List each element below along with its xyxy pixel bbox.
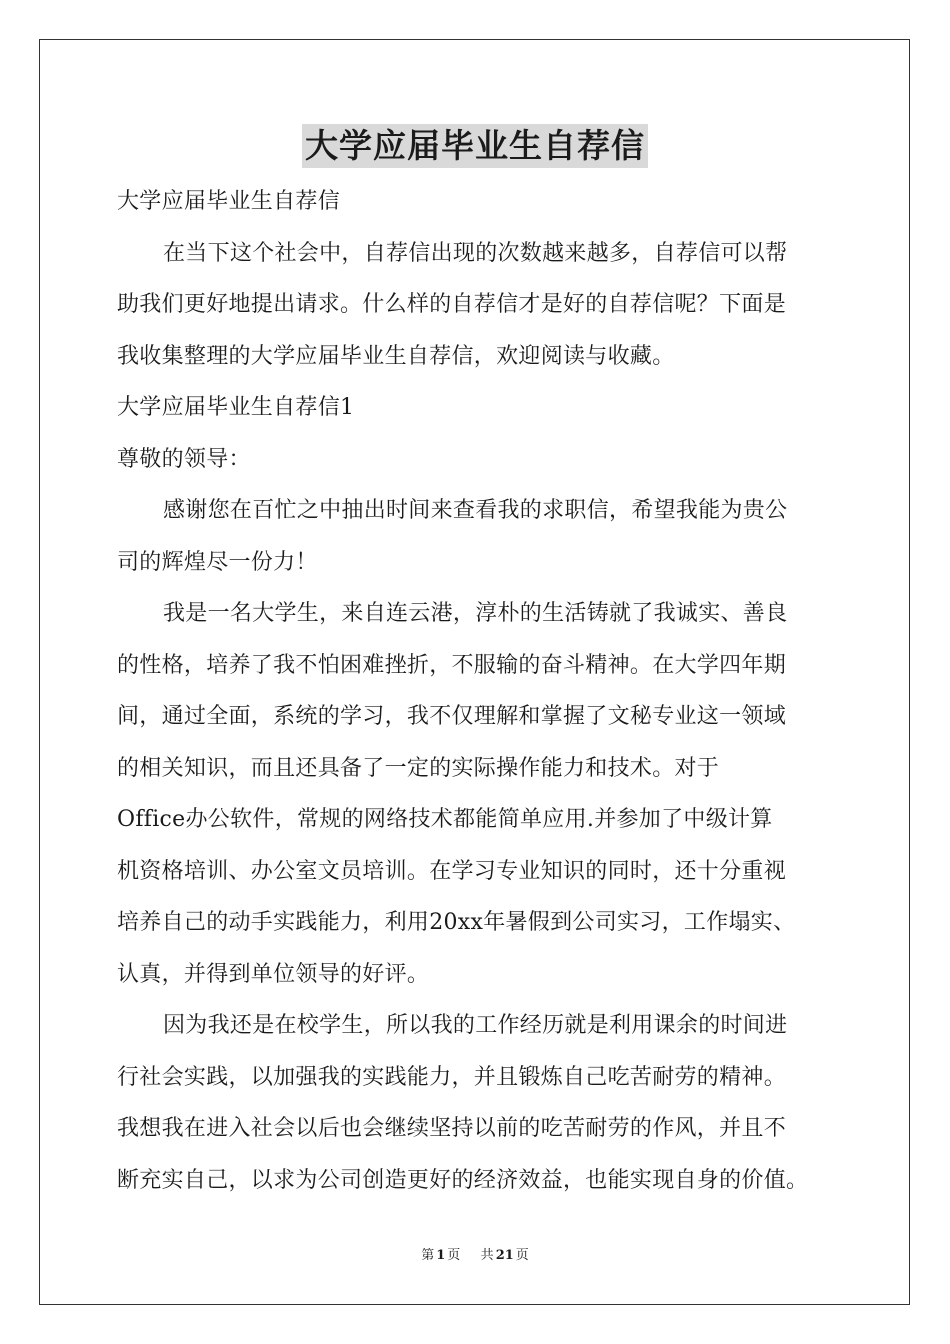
- page-suffix: 页: [447, 1248, 461, 1263]
- text-line: 因为我还是在校学生，所以我的工作经历就是利用课余的时间进: [163, 1013, 788, 1038]
- text-line: 机资格培训、办公室文员培训。在学习专业知识的同时，还十分重视: [117, 858, 787, 884]
- text-line: 感谢您在百忙之中抽出时间来查看我的求职信，希望我能为贵公: [163, 498, 788, 523]
- text-line: 的相关知识，而且还具备了一定的实际操作能力和技术。对于: [117, 755, 720, 781]
- page-prefix: 第: [421, 1248, 435, 1263]
- text-line: 尊敬的领导：: [117, 446, 251, 472]
- text-line: 我想我在进入社会以后也会继续坚持以前的吃苦耐劳的作风，并且不: [117, 1116, 787, 1141]
- text-line: 的性格，培养了我不怕困难挫折，不服输的奋斗精神。在大学四年期: [117, 652, 787, 678]
- page-number: 1: [436, 1248, 446, 1263]
- text-line: 助我们更好地提出请求。什么样的自荐信才是好的自荐信呢？下面是: [117, 292, 787, 317]
- text-line: Office办公软件，常规的网络技术都能简单应用.并参加了中级计算: [117, 807, 773, 832]
- title-container: [0, 124, 950, 168]
- text-line: 断充实自己，以求为公司创造更好的经济效益，也能实现自身的价值。: [117, 1167, 809, 1193]
- total-prefix: 共: [480, 1248, 494, 1263]
- total-indicator: [479, 1248, 531, 1263]
- page-footer: [0, 1247, 950, 1265]
- text-line: 认真，并得到单位领导的好评。: [117, 961, 430, 987]
- page-indicator: [419, 1248, 462, 1263]
- text-line: 大学应届毕业生自荐信1: [117, 395, 355, 420]
- text-line: 在当下这个社会中，自荐信出现的次数越来越多，自荐信可以帮: [163, 240, 788, 266]
- text-line: 我是一名大学生，来自连云港，淳朴的生活铸就了我诚实、善良: [163, 601, 788, 626]
- document-body: [117, 176, 835, 1206]
- text-line: 行社会实践，以加强我的实践能力，并且锻炼自己吃苦耐劳的精神。: [117, 1064, 787, 1090]
- text-line: 我收集整理的大学应届毕业生自荐信，欢迎阅读与收藏。: [117, 343, 675, 369]
- text-line: 司的辉煌尽一份力！: [117, 549, 318, 575]
- total-pages: 21: [495, 1248, 514, 1263]
- total-suffix: 页: [515, 1248, 529, 1263]
- text-line: 大学应届毕业生自荐信: [117, 189, 341, 214]
- document-title: 大学应届毕业生自荐信: [302, 124, 648, 168]
- text-line: 间，通过全面，系统的学习，我不仅理解和掌握了文秘专业这一领域: [117, 704, 787, 729]
- text-line: 培养自己的动手实践能力，利用20xx年暑假到公司实习，工作塌实、: [117, 910, 796, 935]
